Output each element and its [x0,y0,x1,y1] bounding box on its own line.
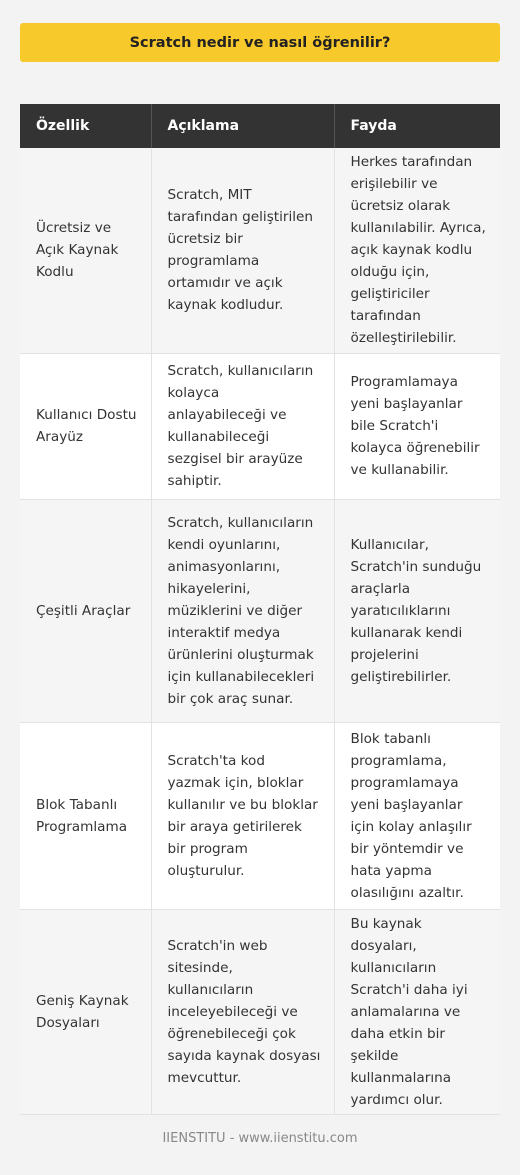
feature-cell: Blok Tabanlı Programlama [20,722,151,909]
page-title: Scratch nedir ve nasıl öğrenilir? [20,23,500,62]
table-row [20,353,500,499]
feature-cell: Çeşitli Araçlar [20,499,151,722]
feature-cell: Kullanıcı Dostu Arayüz [20,353,151,499]
description-cell: Scratch'ta kod yazmak için, bloklar kullanılır ve bu bloklar bir araya getirilerek bir program oluşturulur. [151,722,334,909]
table-row [20,909,500,1114]
footer-credit: IIENSTITU - www.iienstitu.com [162,1131,358,1146]
benefit-cell: Kullanıcılar, Scratch'in sunduğu araçlarla yaratıcılıklarını kullanarak kendi projelerini geliştirebilirler. [334,499,500,722]
benefit-cell: Herkes tarafından erişilebilir ve ücretsiz olarak kullanılabilir. Ayrıca, açık kaynak kodlu olduğu için, geliştiriciler tarafından özelleştirilebilir. [334,148,500,353]
benefit-cell: Bu kaynak dosyaları, kullanıcıların Scratch'i daha iyi anlamalarına ve daha etkin bir şekilde kullanmalarına yardımcı olur. [334,909,500,1114]
column-header-benefit: Fayda [334,104,500,148]
description-cell: Scratch, MIT tarafından geliştirilen ücretsiz bir programlama ortamıdır ve açık kaynak kodludur. [151,148,334,353]
description-cell: Scratch, kullanıcıların kendi oyunlarını, animasyonlarını, hikayelerini, müziklerini ve diğer interaktif medya ürünlerini oluşturmak için kullanabilecekleri bir çok araç sunar. [151,499,334,722]
description-cell: Scratch, kullanıcıların kolayca anlayabileceği ve kullanabileceği sezgisel bir arayüze sahiptir. [151,353,334,499]
table-row [20,148,500,353]
table-row [20,722,500,909]
feature-cell: Geniş Kaynak Dosyaları [20,909,151,1114]
column-header-feature: Özellik [20,104,151,148]
column-header-description: Açıklama [151,104,334,148]
feature-cell: Ücretsiz ve Açık Kaynak Kodlu [20,148,151,353]
table-header-row [20,104,500,148]
table-row [20,499,500,722]
description-cell: Scratch'in web sitesinde, kullanıcıların inceleyebileceği ve öğrenebileceği çok sayıda kaynak dosyası mevcuttur. [151,909,334,1114]
benefit-cell: Programlamaya yeni başlayanlar bile Scratch'i kolayca öğrenebilir ve kullanabilir. [334,353,500,499]
comparison-table [20,104,500,1115]
benefit-cell: Blok tabanlı programlama, programlamaya yeni başlayanlar için kolay anlaşılır bir yöntemdir ve hata yapma olasılığını azaltır. [334,722,500,909]
